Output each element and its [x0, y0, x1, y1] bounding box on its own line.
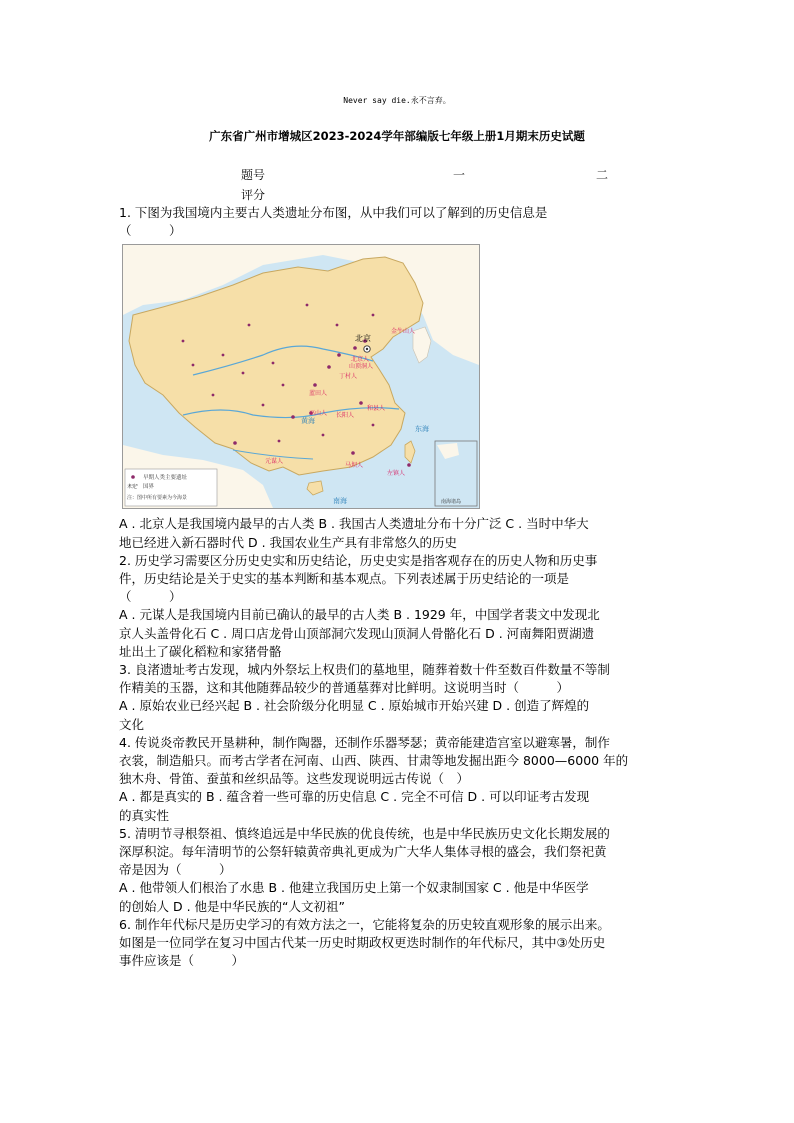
map-legend-note: 注：图中所有要素为今海景: [127, 495, 188, 502]
map-legend-site: 早期人类主要遗址: [143, 475, 188, 482]
map-sea-south: 南海: [333, 497, 347, 506]
question-options: 京人头盖骨化石 C . 周口店龙骨山顶部洞穴发现山顶洞人骨骼化石 D . 河南舞阳贾湖遗: [119, 625, 595, 641]
question-list: [119, 204, 679, 970]
question-stem: 1. 下图为我国境内主要古人类遗址分布图，从中我们可以了解到的历史信息是: [119, 205, 548, 220]
map-site-label: 巫山人: [309, 410, 328, 418]
question-options: 的创始人 D . 他是中华民族的“人文初祖”: [119, 898, 345, 914]
question-3: [119, 661, 679, 734]
map-capital-label: 北京: [355, 334, 371, 344]
question-4: [119, 734, 679, 825]
page-title: 广东省广州市增城区2023-2024学年部编版七年级上册1月期末历史试题: [209, 129, 585, 143]
map-site-label: 北京人: [351, 356, 370, 364]
question-options: 址出土了碳化稻粒和家猪骨骼: [119, 643, 282, 659]
answer-blank: （ ）: [119, 589, 182, 605]
question-stem: 事件应该是（ ）: [119, 953, 245, 969]
question-5: [119, 825, 679, 916]
question-stem: 6. 制作年代标尺是历史学习的有效方法之一，它能将复杂的历史较直观形象的展示出来。: [119, 916, 610, 932]
question-options: A . 他带领人们根治了水患 B . 他建立我国历史上第一个奴隶制国家 C . 他是中华医学: [119, 880, 589, 896]
score-table-col-2: 二: [596, 168, 609, 182]
question-stem: 4. 传说炎帝教民开垦耕种，制作陶器，还制作乐器琴瑟；黄帝能建造宫室以避寒暑，制作: [119, 734, 610, 750]
motto: Never say die.永不言弃。: [343, 96, 451, 105]
question-options: A . 原始农业已经兴起 B . 社会阶级分化明显 C . 原始城市开始兴建 D . 创造了辉煌的: [119, 698, 590, 714]
question-stem: 2. 历史学习需要区分历史史实和历史结论，历史史实是指客观存在的历史人物和历史事: [119, 552, 598, 568]
question-1: [119, 204, 679, 552]
question-stem: 独木舟、骨笛、蚕茧和丝织品等。这些发现说明远古传说（ ）: [119, 771, 470, 787]
question-2: [119, 552, 679, 661]
map-site-label: 蓝田人: [309, 390, 328, 398]
score-table-row-label-number: 题号: [241, 168, 266, 182]
question-options: 文化: [119, 716, 145, 732]
answer-blank: （ ）: [119, 223, 182, 239]
question-6: [119, 916, 679, 971]
question-stem: 深厚积淀。每年清明节的公祭轩辕黄帝典礼更成为广大华人集体寻根的盛会，我们祭祀黄: [119, 844, 607, 860]
map-site-label: 丁村人: [339, 373, 358, 381]
map-legend-undefined: 未定: [127, 484, 138, 491]
question-stem: 件，历史结论是关于史实的基本判断和基本观点。下列表述属于历史结论的一项是: [119, 571, 570, 587]
question-options: A . 元谋人是我国境内目前已确认的最早的古人类 B . 1929 年，中国学者裴文中发现北: [119, 607, 600, 623]
ancient-human-sites-map: [122, 244, 480, 509]
score-table-col-1: 一: [453, 168, 466, 182]
question-options: 的真实性: [119, 807, 170, 823]
map-site-label: 马坝人: [345, 462, 364, 470]
question-stem: 衣裳，制造船只。而考古学者在河南、山西、陕西、甘肃等地发掘出距今 8000—6000 年的: [119, 753, 629, 769]
map-site-label: 元谋人: [265, 458, 284, 466]
question-options: 地已经进入新石器时代 D . 我国农业生产具有非常悠久的历史: [119, 534, 458, 550]
map-site-label: 长阳人: [336, 412, 355, 420]
map-inset-label: 南海诸岛: [441, 499, 462, 506]
map-sea-yellow: 黄海: [301, 417, 315, 426]
question-stem: 5. 清明节寻根祭祖、慎终追远是中华民族的优良传统，也是中华民族历史文化长期发展的: [119, 825, 610, 841]
map-site-label: 山顶洞人: [349, 363, 374, 371]
map-sea-east: 东海: [415, 425, 429, 434]
score-table-row-label-score: 评分: [241, 188, 266, 202]
question-options: A . 都是真实的 B . 蕴含着一些可靠的历史信息 C . 完全不可信 D . 可以印证考古发现: [119, 789, 590, 805]
question-stem: 作精美的玉器，这和其他随葬品较少的普通墓葬对比鲜明。这说明当时（ ）: [119, 680, 570, 696]
map-legend-border: 国界: [143, 484, 155, 491]
map-site-label: 左镇人: [387, 470, 406, 478]
map-site-label: 和县人: [367, 405, 386, 413]
question-stem: 3. 良渚遗址考古发现，城内外祭坛上权贵们的墓地里，随葬着数十件至数百件数量不等制: [119, 662, 610, 678]
question-stem: 帝是因为（ ）: [119, 862, 232, 878]
map-site-label: 金牛山人: [391, 328, 416, 336]
question-stem: 如图是一位同学在复习中国古代某一历史时期政权更迭时制作的年代标尺，其中③处历史: [119, 935, 606, 951]
question-options: A . 北京人是我国境内最早的古人类 B . 我国古人类遗址分布十分广泛 C . 当时中华大: [119, 516, 589, 532]
